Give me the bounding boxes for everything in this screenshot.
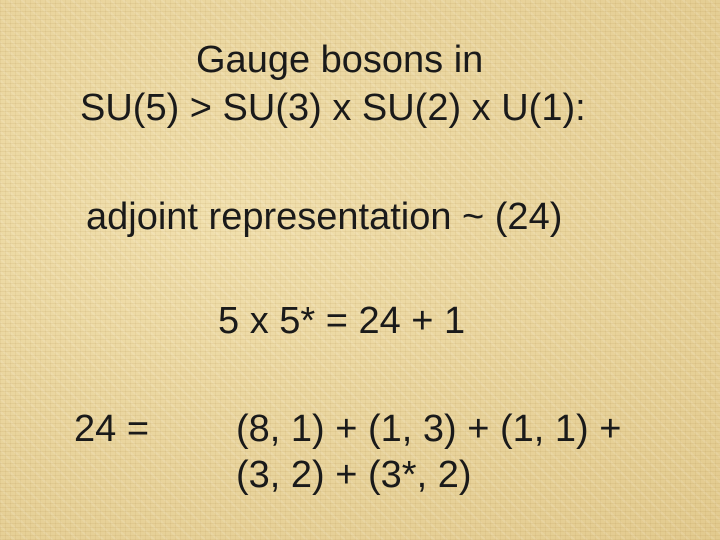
slide-title	[60, 36, 680, 132]
title-line-1: Gauge bosons in	[196, 39, 484, 81]
title-line-2: SU(5) > SU(3) x SU(2) x U(1):	[80, 87, 586, 129]
decomposition-lhs: 24 =	[74, 408, 150, 450]
decomposition-rhs-line-2: (3, 2) + (3*, 2)	[236, 454, 472, 496]
tensor-product-equation: 5 x 5* = 24 + 1	[218, 300, 466, 342]
adjoint-representation-text: adjoint representation ~ (24)	[86, 196, 563, 238]
decomposition-rhs	[236, 406, 621, 498]
decomposition-rhs-line-1: (8, 1) + (1, 3) + (1, 1) +	[236, 408, 622, 450]
